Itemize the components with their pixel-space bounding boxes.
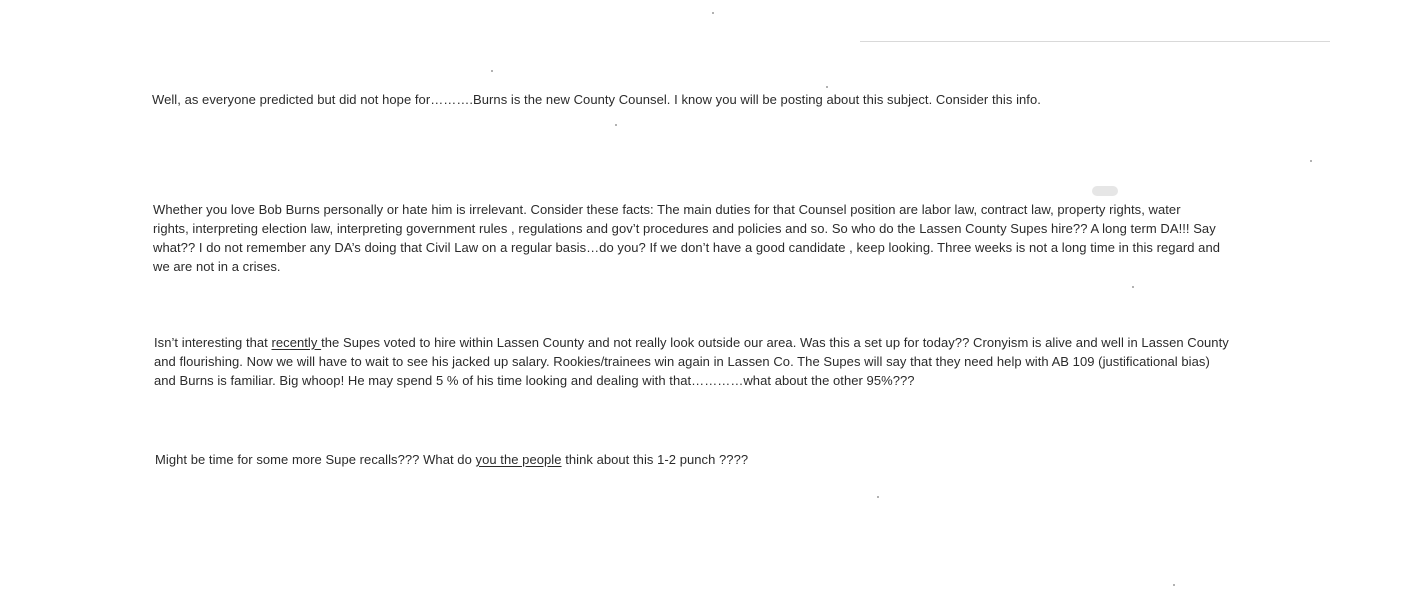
- text-segment: Isn’t interesting that: [154, 335, 272, 350]
- text-line: rights, interpreting election law, interpreting government rules , regulations and gov’t procedures and policies and so. So who do the Lassen County Supes hire?? A long term DA!!! Say: [153, 221, 1216, 236]
- underlined-text: recently: [271, 335, 322, 350]
- text-line: and Burns is familiar. Big whoop! He may spend 5 % of his time looking and dealing with that…………what about the other 95%???: [154, 373, 915, 388]
- text-segment: the Supes voted to hire within Lassen County and not really look outside our area. Was this a set up for today?? Cronyism is alive and well in Lassen County: [321, 335, 1229, 350]
- scan-speck: [712, 12, 714, 14]
- text-line: [155, 450, 748, 469]
- scan-speck: [1173, 584, 1175, 586]
- scan-speck: [877, 496, 879, 498]
- scan-smudge: [1092, 186, 1118, 196]
- scan-edge-line: [860, 41, 1330, 42]
- paragraph-cronyism: [154, 333, 1229, 390]
- scan-speck: [1132, 286, 1134, 288]
- text-line: we are not in a crises.: [153, 259, 281, 274]
- text-line: and flourishing. Now we will have to wait to see his jacked up salary. Rookies/trainees win again in Lassen Co. The Supes will say that they need help with AB 109 (justificational bias): [154, 354, 1210, 369]
- scan-speck: [491, 70, 493, 72]
- scan-speck: [826, 86, 828, 88]
- text-line: Whether you love Bob Burns personally or hate him is irrelevant. Consider these facts: The main duties for that Counsel position are labor law, contract law, property rights, water: [153, 202, 1181, 217]
- text-line: [154, 333, 1229, 352]
- paragraph-facts: [153, 200, 1220, 276]
- paragraph-intro: [152, 90, 1041, 109]
- text-segment: think about this 1-2 punch ????: [561, 452, 749, 467]
- text-line: Well, as everyone predicted but did not hope for……….Burns is the new County Counsel. I know you will be posting about this subject. Consider this info.: [152, 92, 1041, 107]
- text-segment: Might be time for some more Supe recalls??? What do: [155, 452, 476, 467]
- scan-speck: [615, 124, 617, 126]
- paragraph-closing: [155, 450, 748, 469]
- scan-speck: [1310, 160, 1312, 162]
- text-line: what?? I do not remember any DA’s doing that Civil Law on a regular basis…do you? If we don’t have a good candidate , keep looking. Three weeks is not a long time in this regard and: [153, 240, 1221, 255]
- underlined-text: you the people: [475, 452, 562, 467]
